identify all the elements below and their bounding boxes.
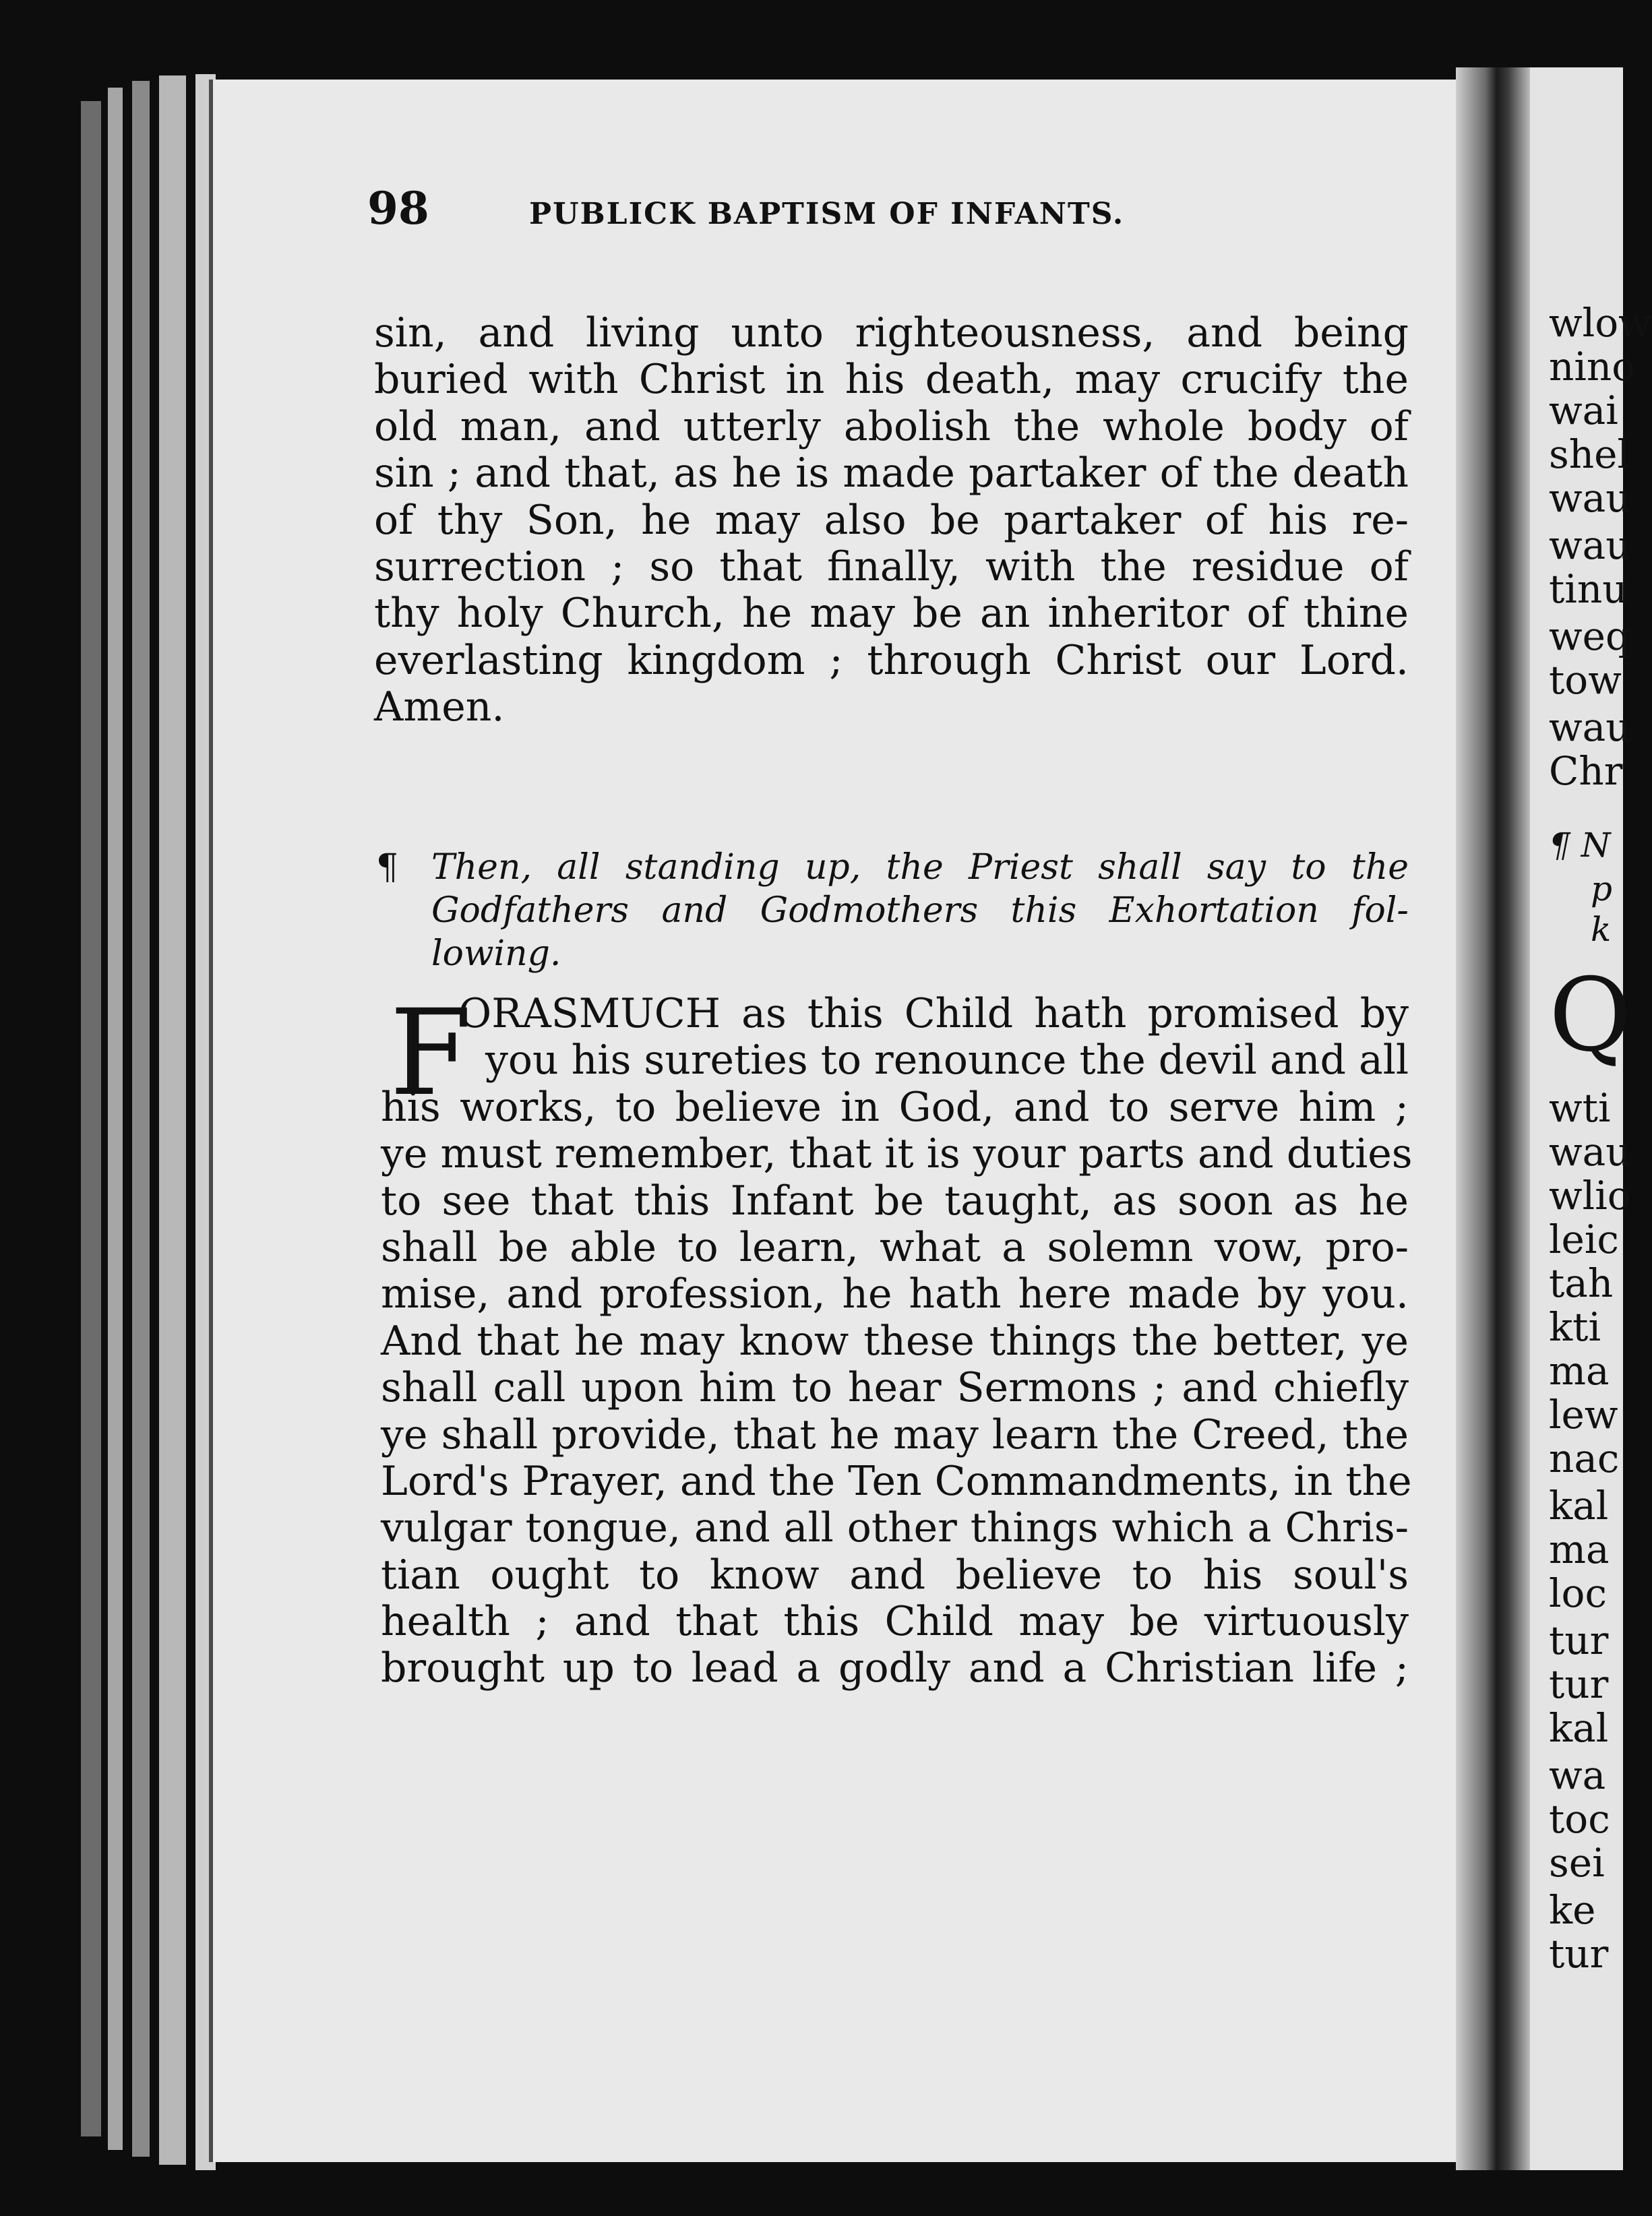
rubric xyxy=(377,846,1409,975)
text-line: vulgar tongue, and all other things which a Chris- xyxy=(381,1504,1409,1552)
text-line: thy holy Church, he may be an inheritor of thine xyxy=(374,590,1409,638)
text-line: mise, and profession, he hath here made by you. xyxy=(381,1270,1409,1318)
facing-page-fragment: nac xyxy=(1549,1436,1620,1481)
text-line: you his sureties to renounce the devil and all xyxy=(485,1037,1409,1084)
facing-page-fragment: tah xyxy=(1549,1260,1614,1306)
facing-page-fragment: wau xyxy=(1549,522,1631,568)
text-line: of thy Son, he may also be partaker of his re- xyxy=(374,496,1409,544)
facing-page-fragment: Q xyxy=(1549,957,1632,1074)
text-line: to see that this Infant be taught, as soon as he xyxy=(381,1177,1409,1225)
facing-page-fragment: kal xyxy=(1549,1705,1609,1751)
text-line: his works, to believe in God, and to serve him ; xyxy=(381,1083,1409,1131)
text-line: And that he may know these things the better, ye xyxy=(381,1317,1409,1365)
facing-page-fragment: tur xyxy=(1549,1931,1609,1977)
book-edge xyxy=(108,88,123,2150)
rubric-line: Then, all standing up, the Priest shall say to the xyxy=(431,847,1409,888)
text-line: Amen. xyxy=(374,683,505,731)
rubric-line: lowing. xyxy=(431,933,561,974)
facing-page-fragment: Chr xyxy=(1549,748,1623,794)
drop-cap: F xyxy=(390,984,472,1122)
facing-page-fragment: ma xyxy=(1549,1348,1610,1394)
text-line: shall be able to learn, what a solemn vow, pro- xyxy=(381,1223,1409,1271)
facing-page-fragment: weq xyxy=(1549,613,1631,659)
facing-page-fragment: shel xyxy=(1549,431,1630,477)
facing-page-fragment: tur xyxy=(1549,1661,1609,1707)
facing-page-fragment: wti xyxy=(1549,1085,1611,1131)
text-line: sin, and living unto righteousness, and being xyxy=(374,309,1409,357)
book-gutter xyxy=(1456,67,1530,2170)
text-line: sin ; and that, as he is made partaker of the death xyxy=(374,450,1409,497)
facing-page-fragment: tinu xyxy=(1549,566,1628,612)
text-line: Lord's Prayer, and the Ten Commandments, in the xyxy=(381,1457,1412,1505)
facing-page-fragment: p xyxy=(1591,869,1613,909)
text-line: ORASMUCH as this Child hath promised by xyxy=(458,990,1409,1037)
facing-page-fragment: ke xyxy=(1549,1887,1596,1933)
facing-page-fragment: wlow xyxy=(1549,300,1652,346)
text-line: brought up to lead a godly and a Christian life ; xyxy=(381,1644,1409,1692)
facing-page-fragment: tow xyxy=(1549,657,1622,703)
page-header xyxy=(367,182,1230,235)
text-line: everlasting kingdom ; through Christ our Lord. xyxy=(374,636,1409,684)
facing-page-fragment: wau xyxy=(1549,475,1631,521)
facing-page-fragment: leic xyxy=(1549,1217,1619,1262)
exhortation-paragraph xyxy=(381,984,1413,1692)
text-line: ye shall provide, that he may learn the Creed, the xyxy=(381,1411,1409,1458)
text-line: surrection ; so that finally, with the residue of xyxy=(374,543,1409,590)
facing-page xyxy=(1530,67,1652,2170)
facing-page-fragment: kal xyxy=(1549,1483,1609,1529)
text-line: shall call upon him to hear Sermons ; and chiefly xyxy=(381,1364,1409,1412)
facing-page-fragment: nino xyxy=(1549,344,1636,390)
facing-page-fragment: ma xyxy=(1549,1527,1610,1572)
book-edge xyxy=(159,75,186,2165)
prayer-paragraph xyxy=(374,310,1409,731)
running-head: PUBLICK BAPTISM OF INFANTS. xyxy=(529,197,1125,231)
pilcrow-icon: ¶ xyxy=(376,847,399,888)
facing-page-fragment: wlio xyxy=(1549,1173,1631,1219)
facing-page-fragment: ¶ N xyxy=(1549,826,1611,865)
book-edge xyxy=(81,101,101,2136)
facing-page-fragment: wau xyxy=(1549,704,1631,750)
facing-page-fragment: lew xyxy=(1549,1392,1618,1438)
facing-page-fragment: loc xyxy=(1549,1570,1607,1616)
facing-page-fragment: sei xyxy=(1549,1840,1605,1886)
text-line: ye must remember, that it is your parts and duties xyxy=(381,1130,1413,1178)
text-line: old man, and utterly abolish the whole body of xyxy=(374,402,1409,450)
facing-page-fragment: wa xyxy=(1549,1752,1606,1798)
facing-page-fragment: kti xyxy=(1549,1304,1601,1350)
facing-page-fragment: tur xyxy=(1549,1618,1609,1663)
facing-page-fragment: wai xyxy=(1549,388,1618,433)
text-line: health ; and that this Child may be virtuously xyxy=(381,1598,1409,1646)
rubric-line: Godfathers and Godmothers this Exhortation fol- xyxy=(431,890,1409,931)
text-line: tian ought to know and believe to his soul's xyxy=(381,1551,1409,1599)
facing-page-fragment: wau xyxy=(1549,1129,1631,1175)
facing-page-fragment: k xyxy=(1591,910,1612,949)
text-line: buried with Christ in his death, may crucify the xyxy=(374,356,1409,404)
page-number: 98 xyxy=(367,182,429,235)
book-edge xyxy=(132,81,150,2157)
facing-page-fragment: toc xyxy=(1549,1796,1610,1842)
